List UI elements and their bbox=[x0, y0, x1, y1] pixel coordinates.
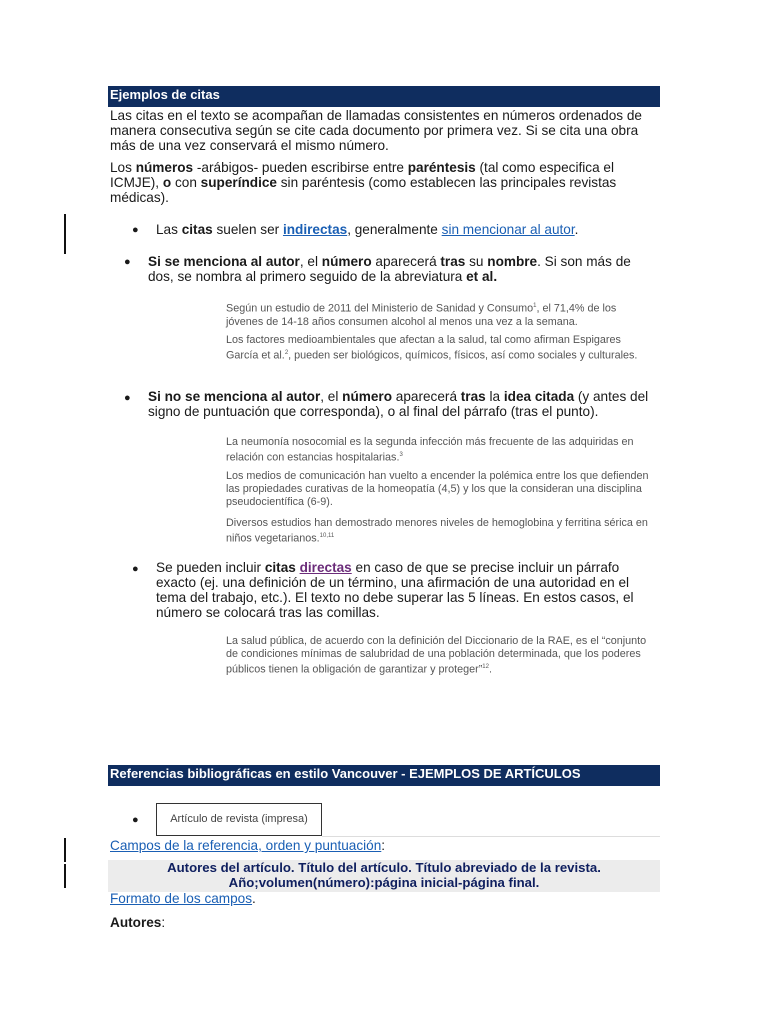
bullet-citas-indirectas bbox=[156, 222, 646, 237]
quote-text: La neumonía nosocomial es la segunda infección más frecuente de las adquiridas en relación con estancias hospitalarias. bbox=[226, 436, 634, 464]
quote-text: , el 71,4% de los jóvenes de 14-18 años consumen alcohol al menos una vez a la semana. bbox=[226, 302, 617, 328]
quote-example bbox=[226, 635, 651, 677]
text: suelen ser bbox=[212, 222, 283, 237]
superscript: 2 bbox=[284, 350, 289, 356]
text: , el bbox=[299, 254, 322, 269]
text: , el bbox=[320, 389, 343, 404]
quote-text: Diversos estudios han demostrado menores niveles de hemoglobina y ferritina sérica en niños vegetarianos. bbox=[226, 517, 648, 545]
quote-example bbox=[226, 517, 656, 546]
text: (y antes del signo de puntuación que corresponda), o al final del párrafo (tras el punto). bbox=[148, 389, 649, 419]
text: . Si son más de dos, se nombra al primero seguido de la abreviatura bbox=[148, 254, 631, 284]
text: aparecerá bbox=[392, 389, 461, 404]
bold-term: tras bbox=[460, 389, 486, 404]
text: . bbox=[252, 891, 256, 906]
text: Se pueden incluir bbox=[156, 560, 265, 575]
indirectas-link[interactable]: indirectas bbox=[282, 222, 348, 237]
superscript: 3 bbox=[399, 452, 403, 458]
text: aparecerá bbox=[371, 254, 441, 269]
intro-paragraph: Las citas en el texto se acompañan de llamadas consistentes en números ordenados de manera consecutiva según se cite cada documento por primera vez. Si se cita una obra más de una vez conservará el mismo número. bbox=[110, 108, 642, 153]
bullet-menciona-autor bbox=[148, 254, 638, 284]
text: con bbox=[171, 175, 201, 190]
bullet-dot: ● bbox=[132, 814, 139, 826]
quote-example: Los medios de comunicación han vuelto a encender la polémica entre los que defienden las propiedades curativas de la homeopatía (4,5) y los que la consideran una disciplina pseudocientífica (6-9). bbox=[226, 470, 649, 508]
bullet-dot: ● bbox=[124, 392, 131, 404]
autores-label: Autores bbox=[110, 915, 162, 930]
quote-text: Los factores medioambientales que afectan a la salud, tal como afirman Espigares García et al. bbox=[226, 334, 621, 362]
quote-text: . bbox=[488, 663, 492, 676]
bullet-dot: ● bbox=[132, 224, 139, 236]
directas-link[interactable]: directas bbox=[299, 560, 352, 575]
bold-term: Si no se menciona al autor bbox=[148, 389, 321, 404]
bullet-dot: ● bbox=[132, 563, 139, 575]
quote-text: Según un estudio de 2011 del Ministerio de Sanidad y Consumo bbox=[226, 302, 534, 315]
bold-term: paréntesis bbox=[407, 160, 476, 175]
change-bar bbox=[64, 838, 66, 862]
bullet-citas-directas bbox=[156, 560, 646, 620]
bold-term: tras bbox=[440, 254, 466, 269]
sin-mencionar-autor-link[interactable]: sin mencionar al autor bbox=[441, 222, 575, 237]
bold-term: número bbox=[342, 389, 393, 404]
format-box bbox=[108, 860, 660, 892]
text: Las bbox=[156, 222, 182, 237]
bold-term: número bbox=[321, 254, 372, 269]
autores-line bbox=[110, 915, 165, 930]
text: la bbox=[485, 389, 504, 404]
text: en caso de que se precise incluir un párrafo exacto (ej. una definición de un término, una afirmación de una autoridad en el tema del trabajo, etc.). El texto no debe superar las 5 líneas. En estos casos, el número se colocará tras las comillas. bbox=[156, 560, 634, 620]
text: : bbox=[381, 838, 386, 853]
formato-campos-link[interactable]: Formato de los campos bbox=[110, 891, 253, 906]
tab-divider bbox=[322, 836, 660, 837]
format-line: Año;volumen(número):página inicial-página final. bbox=[228, 875, 540, 890]
formato-line bbox=[110, 891, 256, 906]
superscript: 12 bbox=[482, 664, 489, 670]
change-bar bbox=[64, 214, 66, 254]
text: Los bbox=[110, 160, 136, 175]
bullet-no-menciona-autor bbox=[148, 389, 658, 419]
text: . bbox=[574, 222, 579, 237]
text: : bbox=[161, 915, 166, 930]
bold-term: Si se menciona al autor bbox=[148, 254, 300, 269]
quote-text: La salud pública, de acuerdo con la definición del Diccionario de la RAE, es el “conjunto de condiciones mínimas de salubridad de una población determinada, que los poderes públicos tienen la obligación de garantizar y proteger” bbox=[226, 635, 647, 676]
tab-articulo-revista[interactable]: Artículo de revista (impresa) bbox=[156, 803, 322, 836]
bold-term: o bbox=[162, 175, 172, 190]
text: -arábigos- pueden escribirse entre bbox=[193, 160, 408, 175]
text: su bbox=[465, 254, 488, 269]
section-header-vancouver: Referencias bibliográficas en estilo Vancouver - EJEMPLOS DE ARTÍCULOS bbox=[108, 765, 660, 786]
text: , generalmente bbox=[347, 222, 442, 237]
campos-referencia-link[interactable]: Campos de la referencia, orden y puntuación bbox=[110, 838, 382, 853]
section-header-citas: Ejemplos de citas bbox=[108, 86, 660, 107]
quote-text: , pueden ser biológicos, químicos, físicos, así como sociales y culturales. bbox=[288, 349, 638, 362]
bold-term: citas bbox=[264, 560, 296, 575]
numbers-paragraph bbox=[110, 160, 630, 205]
format-line: Autores del artículo. Título del artículo. Título abreviado de la revista. bbox=[167, 860, 601, 875]
change-bar bbox=[64, 864, 66, 888]
quote-example bbox=[226, 436, 656, 465]
text: sin paréntesis (como establecen las principales revistas médicas). bbox=[110, 175, 617, 205]
bold-term: idea citada bbox=[503, 389, 575, 404]
bold-term: números bbox=[135, 160, 194, 175]
bold-term: et al. bbox=[466, 269, 498, 284]
bullet-dot: ● bbox=[124, 256, 131, 268]
bold-term: citas bbox=[181, 222, 213, 237]
quote-example bbox=[226, 300, 651, 329]
campos-line bbox=[110, 838, 385, 853]
bold-term: nombre bbox=[487, 254, 538, 269]
superscript: 1 bbox=[533, 303, 537, 309]
text: (tal como especifica el ICMJE), bbox=[110, 160, 614, 190]
superscript: 10,11 bbox=[319, 533, 335, 539]
bold-term: superíndice bbox=[200, 175, 277, 190]
quote-example bbox=[226, 334, 651, 363]
